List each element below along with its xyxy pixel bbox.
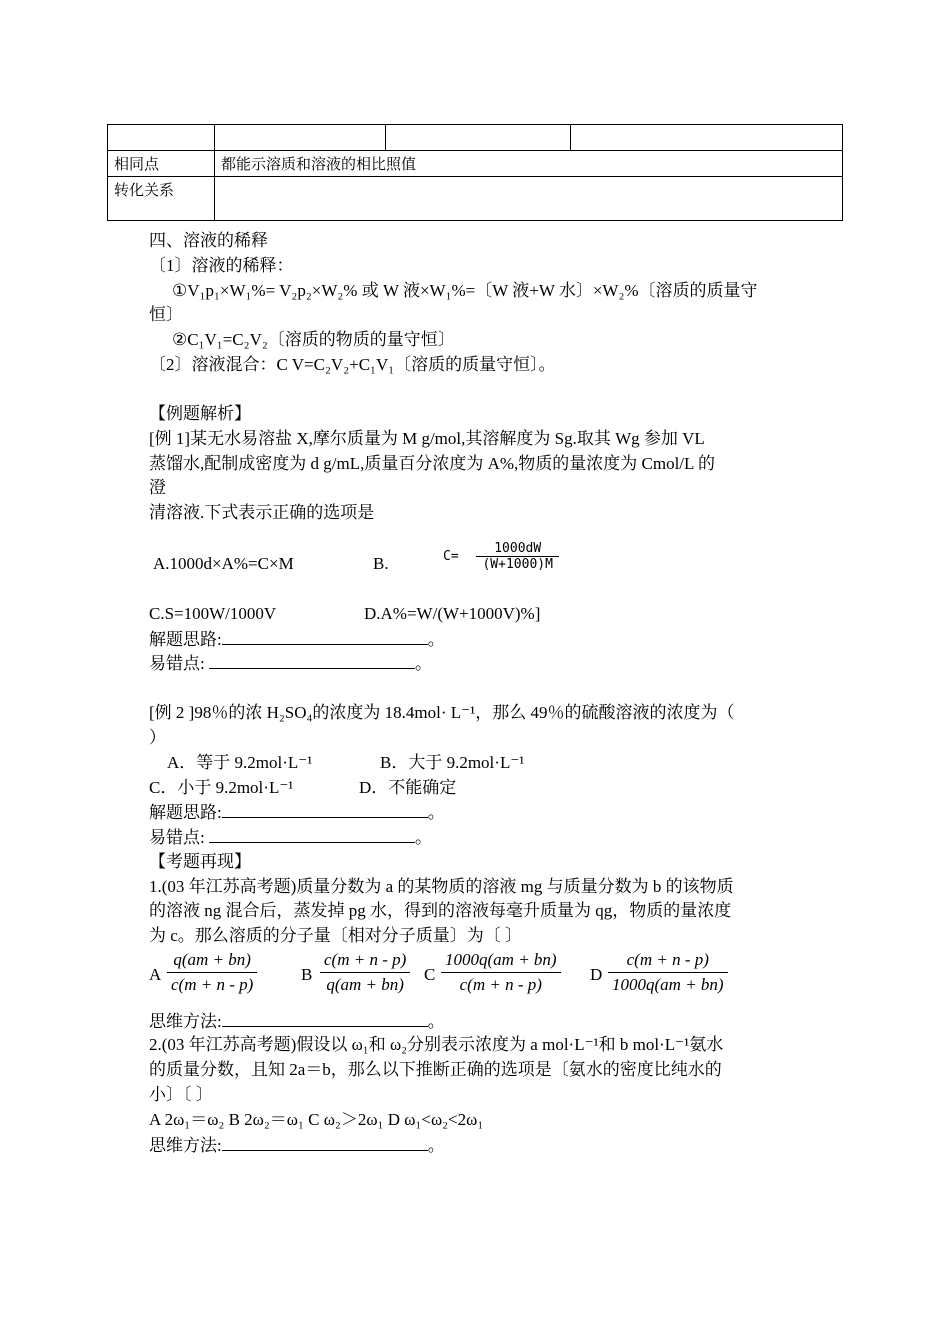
examples-heading: 【例题解析】 xyxy=(149,404,251,423)
option-c: C.S=100W/1000V xyxy=(149,604,277,623)
period: 。 xyxy=(414,828,432,847)
table-cell xyxy=(108,125,215,151)
option-c: C．小于 9.2mol·L⁻¹ xyxy=(149,778,294,797)
question-line: 1.(03 年江苏高考题)质量分数为 a 的某物质的溶液 mg 与质量分数为 b 的该物质 xyxy=(149,877,734,896)
sub-heading: 〔1〕溶液的稀释： xyxy=(149,256,294,275)
table-cell xyxy=(386,125,571,151)
method-line xyxy=(149,1010,445,1033)
numerator: 1000q(am + bn) xyxy=(441,950,561,973)
option-label-c: C xyxy=(424,965,436,984)
row-value-conversion xyxy=(215,177,843,221)
fraction-c xyxy=(441,950,561,995)
table-row xyxy=(108,151,843,177)
row-label-same: 相同点 xyxy=(108,151,215,177)
question-line: 2.(03 年江苏高考题)假设以 ω₁和 ω₂分别表示浓度为 a mol·L⁻¹和 b mol·L⁻¹氨水 xyxy=(149,1035,724,1054)
question-line: 的质量分数，且知 2a＝b，那么以下推断正确的选项是〔氨水的密度比纯水的 xyxy=(149,1060,722,1079)
question-line: ） xyxy=(149,728,166,747)
row-value-same: 都能示溶质和溶液的相比照值 xyxy=(215,151,843,177)
table-cell xyxy=(571,125,843,151)
answer-blank[interactable] xyxy=(209,826,415,843)
option-d: D.A%=W/(W+1000V)%] xyxy=(364,604,541,623)
table-cell xyxy=(215,125,386,151)
fraction xyxy=(476,541,558,572)
numerator: c(m + n - p) xyxy=(320,950,410,973)
question-line: 小〕〔 〕 xyxy=(149,1085,213,1104)
option-b-formula xyxy=(443,541,559,572)
answer-blank[interactable] xyxy=(222,628,428,645)
denominator: q(am + bn) xyxy=(326,975,404,994)
question-line: [例 2 ]98％的浓 H₂SO₄的浓度为 18.4mol· L⁻¹，那么 49％的硫酸溶液的浓度为（ xyxy=(149,703,735,722)
question-line: 清溶液.下式表示正确的选项是 xyxy=(149,503,375,522)
error-line xyxy=(149,652,432,675)
method-label: 思维方法: xyxy=(149,1012,222,1031)
numerator: q(am + bn) xyxy=(167,950,257,973)
option-label-a: A xyxy=(149,965,162,984)
option-b: B．大于 9.2mol·L⁻¹ xyxy=(380,753,525,772)
formula-lhs: C= xyxy=(443,549,459,564)
answer-blank[interactable] xyxy=(222,1010,428,1027)
fraction-a xyxy=(167,950,257,995)
period: 。 xyxy=(427,803,445,822)
period: 。 xyxy=(427,1012,445,1031)
option-a: A．等于 9.2mol·L⁻¹ xyxy=(167,753,313,772)
option-b: B. xyxy=(373,554,389,573)
question-line: [例 1]某无水易溶盐 X,摩尔质量为 M g/mol,其溶解度为 Sg.取其 Wg 参加 VL xyxy=(149,429,705,448)
denominator: c(m + n - p) xyxy=(459,975,542,994)
method-line xyxy=(149,1134,445,1157)
period: 。 xyxy=(427,1136,445,1155)
answer-blank[interactable] xyxy=(222,1134,428,1151)
fraction-b xyxy=(320,950,410,995)
option-label-d: D xyxy=(590,965,603,984)
error-label: 易错点: xyxy=(149,654,205,673)
think-label: 解题思路: xyxy=(149,630,222,649)
question-line: 澄 xyxy=(149,478,166,497)
formula-line: ②C₁V₁=C₂V₂〔溶质的物质的量守恒〕 xyxy=(172,330,455,349)
answer-blank[interactable] xyxy=(222,801,428,818)
row-label-conversion: 转化关系 xyxy=(108,177,215,221)
question-line: 的溶液 ng 混合后，蒸发掉 pg 水，得到的溶液每毫升质量为 qg，物质的量浓度 xyxy=(149,901,732,920)
period: 。 xyxy=(414,654,432,673)
table-row xyxy=(108,177,843,221)
sub-heading: 〔2〕溶液混合：C V=C₂V₂+C₁V₁〔溶质的质量守恒〕。 xyxy=(149,355,556,374)
method-label: 思维方法: xyxy=(149,1136,222,1155)
error-label: 易错点: xyxy=(149,828,205,847)
section-title: 四、溶液的稀释 xyxy=(149,231,268,250)
formula-line: 恒〕 xyxy=(149,305,183,324)
question-line: 为 c。那么溶质的分子量〔相对分子质量〕为〔 〕 xyxy=(149,926,523,945)
think-line xyxy=(149,801,445,824)
numerator: c(m + n - p) xyxy=(608,950,728,973)
answer-blank[interactable] xyxy=(209,652,415,669)
question-line: 蒸馏水,配制成密度为 d g/mL,质量百分浓度为 A%,物质的量浓度为 Cmol/L 的 xyxy=(149,454,716,473)
formula-line: ①V₁p₁×W₁%= V₂p₂×W₂% 或 W 液×W₁%=〔W 液+W 水〕×W₂%〔溶质的质量守 xyxy=(172,281,758,300)
error-line xyxy=(149,826,432,849)
numerator: 1000dW xyxy=(476,541,558,557)
option-label-b: B xyxy=(301,965,313,984)
options-line: A 2ω₁＝ω₂ B 2ω₂＝ω₁ C ω₂＞2ω₁ D ω₁<ω₂<2ω₁ xyxy=(149,1110,484,1129)
denominator: 1000q(am + bn) xyxy=(612,975,724,994)
period: 。 xyxy=(427,630,445,649)
table-row xyxy=(108,125,843,151)
option-d: D．不能确定 xyxy=(359,778,457,797)
option-a: A.1000d×A%=C×M xyxy=(153,554,294,573)
think-label: 解题思路: xyxy=(149,803,222,822)
fraction-d xyxy=(608,950,728,995)
review-heading: 【考题再现】 xyxy=(149,852,251,871)
think-line xyxy=(149,628,445,651)
denominator: (W+1000)M xyxy=(482,557,553,572)
denominator: c(m + n - p) xyxy=(171,975,254,994)
comparison-table xyxy=(107,124,843,221)
